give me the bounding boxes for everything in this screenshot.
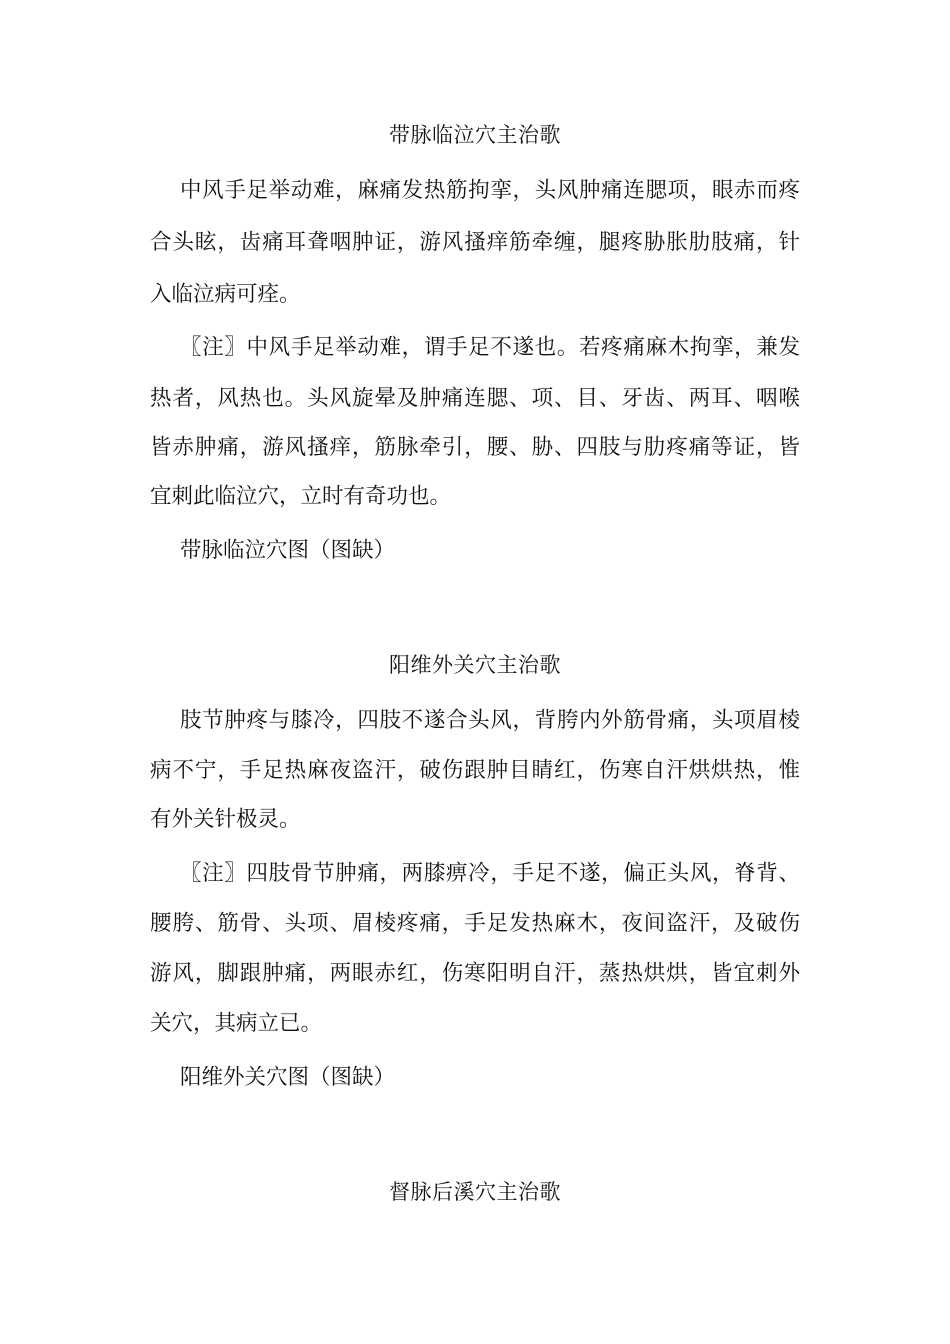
- section-heading: 督脉后溪穴主治歌: [389, 1180, 561, 1204]
- song-line: 中风手足举动难，麻痛发热筋拘挛，头风肿痛连腮项，眼赤而疼: [180, 178, 800, 203]
- song-line: 合头眩，齿痛耳聋咽肿证，游风搔痒筋牵缠，腿疼胁胀肋肢痛，针: [150, 230, 800, 255]
- note-line: 关穴，其病立已。: [150, 1011, 323, 1036]
- note-line: 〖注〗中风手足举动难，谓手足不遂也。若疼痛麻木拘挛，兼发: [180, 335, 800, 360]
- section-heading: 阳维外关穴主治歌: [389, 653, 561, 677]
- song-line: 肢节肿疼与膝冷，四肢不遂合头风，背胯内外筋骨痛，头项眉棱: [180, 708, 800, 733]
- note-line: 〖注〗四肢骨节肿痛，两膝痹冷，手足不遂，偏正头风，脊背、: [180, 861, 800, 886]
- note-line: 游风，脚跟肿痛，两眼赤红，伤寒阳明自汗，蒸热烘烘，皆宜刺外: [150, 961, 800, 986]
- section-heading: 带脉临泣穴主治歌: [389, 123, 561, 147]
- note-line: 热者，风热也。头风旋晕及肿痛连腮、项、目、牙齿、两耳、咽喉: [150, 386, 800, 411]
- note-line: 宜刺此临泣穴，立时有奇功也。: [150, 484, 452, 509]
- song-line: 有外关针极灵。: [150, 807, 301, 832]
- note-line: 皆赤肿痛，游风搔痒，筋脉牵引，腰、胁、四肢与肋疼痛等证，皆: [150, 435, 800, 460]
- song-line: 病不宁，手足热麻夜盗汗，破伤跟肿目睛红，伤寒自汗烘烘热，惟: [150, 758, 800, 783]
- figure-caption: 阳维外关穴图（图缺）: [180, 1065, 396, 1090]
- figure-caption: 带脉临泣穴图（图缺）: [180, 538, 396, 563]
- song-line: 入临泣病可痊。: [150, 282, 301, 307]
- note-line: 腰胯、筋骨、头项、眉棱疼痛，手足发热麻木，夜间盗汗，及破伤: [150, 911, 800, 936]
